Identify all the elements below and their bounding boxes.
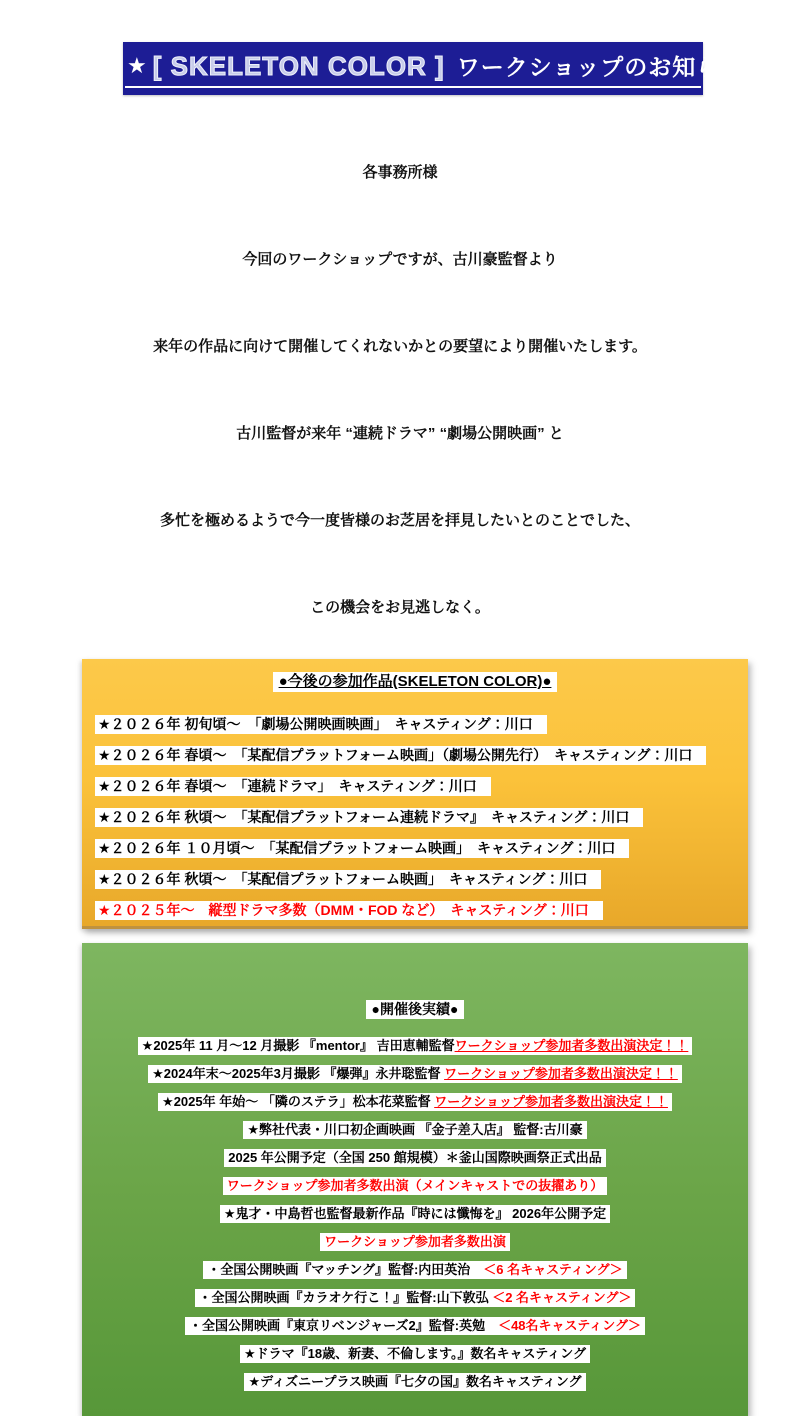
page-title: ワークショップのお知らせ: [456, 54, 744, 80]
result-item: [82, 1176, 748, 1196]
intro-line: 古川監督が来年 “連続ドラマ” “劇場公開映画” と: [236, 425, 564, 442]
item-text: ★ドラマ『18歳、新妻、不倫します。』数名キャスティング: [243, 1346, 586, 1361]
item-text: ★鬼才・中島哲也監督最新作品『時には懺悔を』 2026年公開予定: [223, 1206, 607, 1221]
upcoming-item: [82, 714, 748, 735]
item-text-red: ★２０２５年～ 縦型ドラマ多数（DMM・FOD など） キャスティング：川口: [98, 902, 589, 918]
result-item: [82, 1064, 748, 1084]
intro-line: 来年の作品に向けて開催してくれないかとの要望により開催いたします。: [153, 338, 647, 355]
intro-line: 各事務所様: [362, 164, 438, 181]
intro-line: 今回のワークショップですが、古川豪監督より: [242, 251, 558, 268]
item-text: ・全国公開映画『東京リベンジャーズ2』監督:英勉: [189, 1318, 499, 1333]
item-text: ★２０２６年 秋頃～ 「某配信プラットフォーム連続ドラマ』 キャスティング：川口: [98, 809, 630, 825]
result-item: [82, 1316, 748, 1336]
item-text: ★２０２６年 春頃～ 「某配信プラットフォーム映画」（劇場公開先行） キャスティング：川口: [98, 747, 693, 763]
past-results-header: [82, 999, 748, 1020]
item-text-red: ＜6 名キャスティング＞: [483, 1262, 623, 1277]
past-results-header-label: ●開催後実績●: [366, 1000, 465, 1019]
item-text: ★2024年末～2025年3月撮影 『爆弾』永井聡監督: [152, 1066, 445, 1081]
item-text-red: ＜2 名キャスティング＞: [492, 1290, 632, 1305]
item-text: ★2025年 11 月～12 月撮影 『mentor』 吉田恵輔監督: [141, 1038, 455, 1053]
result-item: [82, 1036, 748, 1056]
result-item: [82, 1092, 748, 1112]
intro-line: 多忙を極めるようで今一度皆様のお芝居を拝見したいとのことでした、: [159, 512, 640, 529]
upcoming-works-header: [82, 672, 748, 692]
item-text: ・全国公開映画『カラオケ行こ！』監督:山下敦弘: [198, 1290, 493, 1305]
upcoming-works-header-label: ●今後の参加作品(SKELETON COLOR)●: [273, 672, 558, 692]
item-text: ★ディズニープラス映画『七夕の国』数名キャスティング: [248, 1374, 582, 1389]
item-text-red-underlined: ワークショップ参加者多数出演決定！！: [434, 1094, 668, 1109]
item-text: ★弊社代表・川口初企画映画 『金子差入店』 監督:古川豪: [247, 1122, 583, 1137]
past-results-box: [82, 943, 748, 1416]
item-text: ★２０２６年 初旬頃～ 「劇場公開映画映画」 キャスティング：川口: [98, 716, 533, 732]
item-text-red-underlined: ワークショップ参加者多数出演決定！！: [444, 1066, 678, 1081]
upcoming-works-box: [82, 659, 748, 929]
banner-footer-strip: [123, 88, 703, 95]
result-item: [82, 1372, 748, 1392]
result-item: [82, 1260, 748, 1280]
upcoming-item: [82, 869, 748, 890]
item-text: ★２０２６年 １０月頃～ 「某配信プラットフォーム映画」 キャスティング：川口: [98, 840, 616, 856]
result-item: [82, 1120, 748, 1140]
star-icon: ★: [127, 53, 147, 78]
result-item: [82, 1148, 748, 1168]
title-banner: [123, 42, 770, 95]
result-item: [82, 1232, 748, 1252]
star-icon: ★: [749, 53, 770, 78]
brand-name: [ SKELETON COLOR ]: [152, 51, 445, 81]
upcoming-item: [82, 776, 748, 797]
intro-line: この機会をお見逃しなく。: [310, 599, 490, 616]
upcoming-item: [82, 807, 748, 828]
result-item: [82, 1204, 748, 1224]
result-item: [82, 1344, 748, 1364]
item-text-red: ワークショップ参加者多数出演: [324, 1234, 506, 1249]
item-text: ★2025年 年始～ 「隣のステラ」松本花菜監督: [162, 1094, 435, 1109]
item-text: ★２０２６年 春頃～ 「連続ドラマ」 キャスティング：川口: [98, 778, 477, 794]
upcoming-item: [82, 745, 748, 766]
result-item: [82, 1288, 748, 1308]
item-text: ★２０２６年 秋頃～ 「某配信プラットフォーム映画」 キャスティング：川口: [98, 871, 588, 887]
upcoming-item: [82, 900, 748, 921]
banner-text: [123, 42, 770, 86]
intro-paragraph: [0, 100, 800, 651]
item-text-red: ワークショップ参加者多数出演（メインキャストでの抜擢あり）: [226, 1178, 604, 1193]
workshop-flyer: [0, 42, 800, 1389]
item-text: 2025 年公開予定（全国 250 館規模）＊釜山国際映画祭正式出品: [228, 1150, 602, 1165]
upcoming-item: [82, 838, 748, 859]
item-text-red: ＜48名キャスティング＞: [498, 1318, 641, 1333]
item-text-red-underlined: ワークショップ参加者多数出演決定！！: [454, 1038, 689, 1053]
item-text: ・全国公開映画『マッチング』監督:内田英治: [207, 1262, 484, 1277]
